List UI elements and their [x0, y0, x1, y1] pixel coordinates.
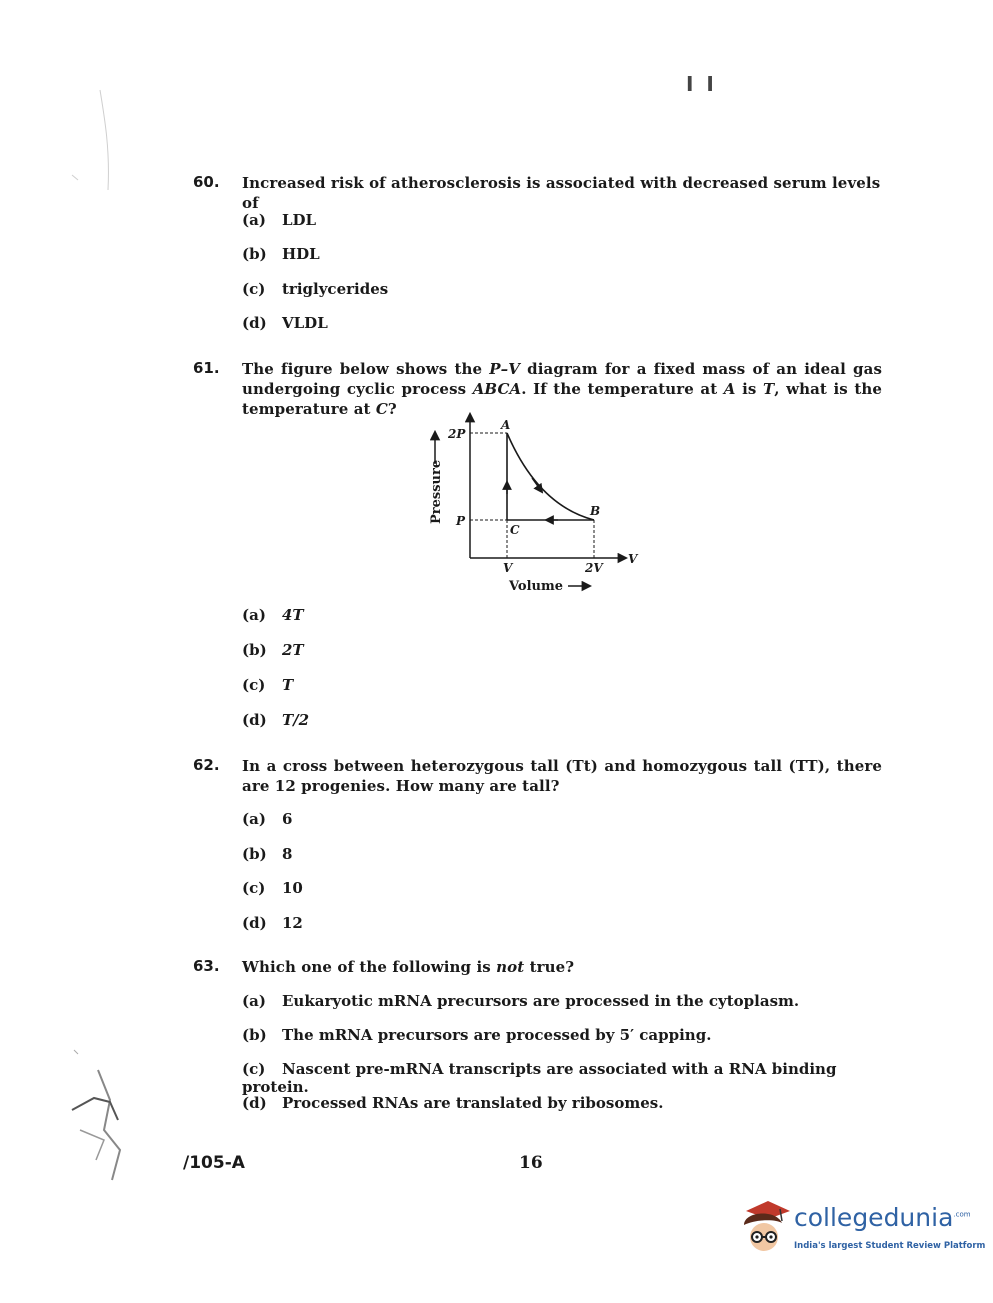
option-c	[242, 280, 388, 298]
option-text: The mRNA precursors are processed by 5′ capping.	[282, 1026, 712, 1044]
question-62	[193, 756, 893, 932]
option-text: T/2	[282, 711, 310, 729]
option-text: Nascent pre-mRNA transcripts are associated with a RNA binding protein.	[242, 1060, 837, 1096]
logo-name: collegedunia$^{.com}$	[794, 1203, 971, 1232]
option-text: 10	[282, 879, 303, 897]
option-d	[242, 711, 309, 729]
option-label: (c)	[242, 879, 266, 897]
option-a	[242, 211, 316, 229]
option-label: (d)	[242, 711, 267, 729]
option-c	[242, 1060, 893, 1096]
option-b	[242, 845, 292, 863]
point-b-label: B	[590, 504, 601, 518]
x-axis-end-label: V	[628, 552, 638, 566]
option-d	[242, 914, 303, 932]
option-text: HDL	[282, 245, 320, 263]
question-text: Which one of the following is not true?	[242, 958, 575, 976]
point-a-label: A	[501, 418, 511, 432]
pv-diagram	[418, 408, 658, 598]
tick-2v: 2V	[585, 561, 603, 575]
process-ab-curve	[507, 433, 594, 520]
option-label: (d)	[242, 914, 267, 932]
option-label: (c)	[242, 1060, 266, 1078]
option-label: (a)	[242, 992, 266, 1010]
mascot-icon	[736, 1197, 794, 1259]
option-text: Eukaryotic mRNA precursors are processed in the cytoplasm.	[282, 992, 800, 1010]
option-b	[242, 1026, 711, 1044]
option-a	[242, 992, 799, 1010]
option-text: VLDL	[282, 314, 328, 332]
tick-p: P	[456, 514, 466, 528]
option-label: (c)	[242, 280, 266, 298]
question-60	[193, 173, 893, 332]
option-label: (a)	[242, 211, 266, 229]
option-text: 4T	[282, 606, 304, 624]
page-number: 16	[519, 1153, 543, 1173]
question-63	[193, 957, 893, 1112]
option-label: (d)	[242, 1094, 267, 1112]
question-number: 60.	[193, 173, 220, 191]
x-axis-label: Volume	[509, 579, 563, 594]
option-label: (c)	[242, 676, 266, 694]
option-c	[242, 676, 293, 694]
tick-2p: 2P	[448, 427, 466, 441]
logo-tagline: India's largest Student Review Platform	[794, 1241, 986, 1251]
margin-scribble-icon	[60, 80, 130, 200]
option-text: triglycerides	[282, 280, 389, 298]
paper-code: /105-A	[183, 1153, 245, 1173]
option-label: (b)	[242, 845, 267, 863]
option-a	[242, 606, 304, 624]
option-text: 12	[282, 914, 303, 932]
option-text: 6	[282, 810, 293, 828]
option-d	[242, 314, 328, 332]
option-text: 2T	[282, 641, 304, 659]
margin-drawing-icon	[60, 1040, 140, 1200]
y-axis-label: Pressure	[429, 459, 444, 524]
point-c-label: C	[510, 523, 520, 537]
option-b	[242, 245, 320, 263]
question-number: 63.	[193, 957, 220, 975]
option-a	[242, 810, 292, 828]
page-corner-mark: I I	[686, 72, 717, 96]
tick-v: V	[503, 561, 513, 575]
question-text: Increased risk of atherosclerosis is associated with decreased serum levels of	[242, 174, 881, 212]
option-label: (b)	[242, 245, 267, 263]
option-c	[242, 879, 303, 897]
option-text: 8	[282, 845, 293, 863]
option-label: (a)	[242, 810, 266, 828]
collegedunia-logo	[736, 1197, 986, 1267]
question-text: The figure below shows the P–V diagram for a fixed mass of an ideal gas undergoing cyclic process ABCA. If the temperature at A is T, what is the temperature at C?	[242, 360, 883, 418]
question-number: 62.	[193, 756, 220, 774]
option-label: (b)	[242, 641, 267, 659]
option-label: (b)	[242, 1026, 267, 1044]
question-text: In a cross between heterozygous tall (Tt) and homozygous tall (TT), there are 12 progenies. How many are tall?	[242, 757, 882, 795]
option-text: T	[282, 676, 294, 694]
option-d	[242, 1094, 663, 1112]
option-label: (d)	[242, 314, 267, 332]
option-text: Processed RNAs are translated by ribosomes.	[282, 1094, 664, 1112]
option-text: LDL	[282, 211, 317, 229]
question-number: 61.	[193, 359, 220, 377]
option-label: (a)	[242, 606, 266, 624]
option-b	[242, 641, 304, 659]
